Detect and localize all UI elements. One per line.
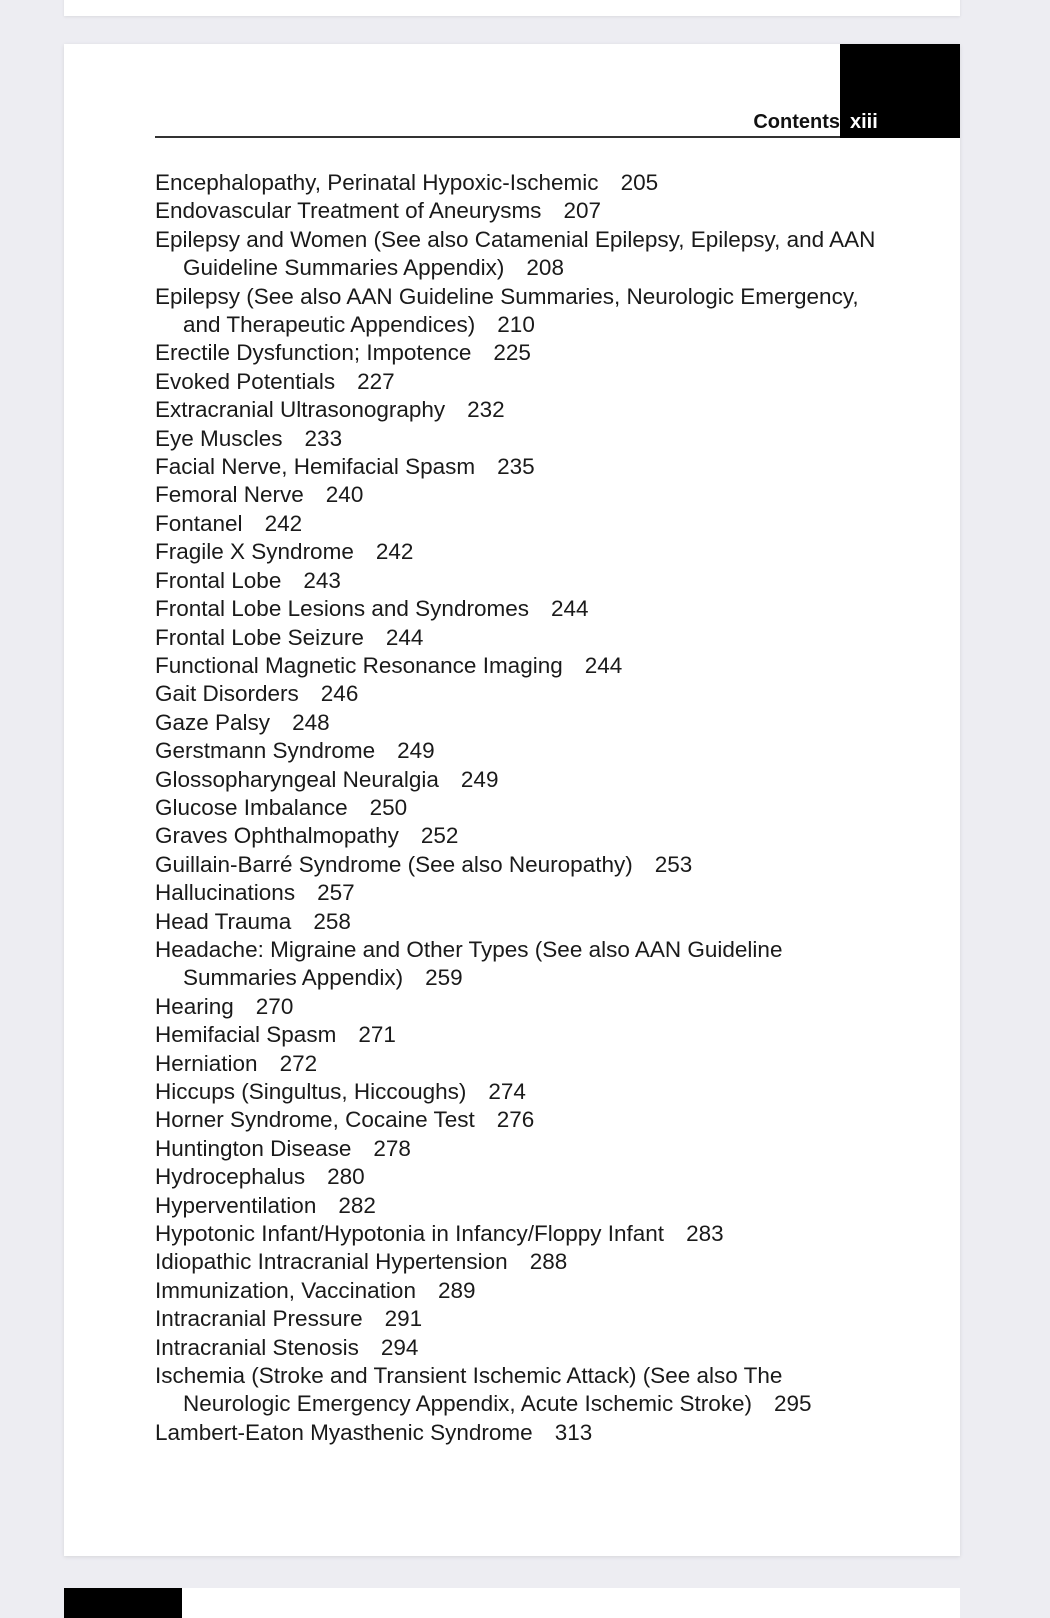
entry-page-number: 250 [369, 794, 408, 820]
entry-page-number: 253 [654, 851, 693, 877]
entry-page-number: 274 [488, 1079, 526, 1104]
contents-entry [155, 1305, 895, 1333]
entry-page-number: 233 [304, 425, 343, 451]
entry-page-number: 280 [327, 1164, 365, 1190]
entry-title: Fontanel [155, 510, 243, 536]
contents-entry [155, 1163, 895, 1191]
entry-title: Intracranial Stenosis [155, 1334, 359, 1360]
entry-title: Ischemia (Stroke and Transient Ischemic Attack) (See also The Neurologic Emergency Appendix, Acute Ischemic Stroke) [155, 1363, 783, 1417]
entry-page-number: 270 [255, 993, 294, 1019]
entry-title: Endovascular Treatment of Aneurysms [155, 198, 542, 224]
contents-entry [155, 1106, 895, 1134]
entry-title: Frontal Lobe Lesions and Syndromes [155, 596, 529, 622]
entry-title: Fragile X Syndrome [155, 539, 354, 565]
entry-page-number: 244 [385, 624, 424, 650]
contents-entry [155, 1419, 895, 1447]
next-page-edge [64, 1588, 960, 1618]
contents-entry [155, 481, 895, 509]
entry-page-number: 252 [420, 823, 459, 849]
contents-entry [155, 794, 895, 822]
contents-entry [155, 908, 895, 936]
contents-entry [155, 197, 895, 225]
contents-entry [155, 1050, 895, 1078]
contents-list [155, 169, 895, 1447]
entry-page-number: 295 [774, 1391, 812, 1417]
entry-title: Intracranial Pressure [155, 1306, 363, 1332]
contents-entry [155, 851, 895, 879]
entry-title: Functional Magnetic Resonance Imaging [155, 652, 563, 678]
entry-page-number: 258 [313, 908, 351, 934]
contents-entry [155, 538, 895, 566]
running-head-section: Contents [753, 111, 840, 133]
entry-page-number: 207 [563, 198, 601, 224]
entry-title: Gerstmann Syndrome [155, 738, 376, 764]
entry-page-number: 257 [317, 880, 355, 906]
contents-entry [155, 510, 895, 538]
contents-entry [155, 1192, 895, 1220]
entry-page-number: 240 [325, 482, 364, 508]
entry-title: Hyperventilation [155, 1192, 317, 1218]
contents-entry [155, 680, 895, 708]
entry-title: Femoral Nerve [155, 482, 304, 508]
contents-entry [155, 652, 895, 680]
entry-page-number: 244 [550, 596, 589, 622]
entry-page-number: 244 [584, 652, 623, 678]
entry-title: Encephalopathy, Perinatal Hypoxic-Ischemic [155, 170, 599, 195]
entry-title: Herniation [155, 1050, 258, 1076]
entry-title: Hypotonic Infant/Hypotonia in Infancy/Floppy Infant [155, 1221, 665, 1247]
contents-entry [155, 425, 895, 453]
contents-entry [155, 595, 895, 623]
entry-title: Headache: Migraine and Other Types (See also AAN Guideline Summaries Appendix) [155, 936, 783, 991]
contents-entry [155, 1277, 895, 1305]
entry-page-number: 249 [460, 766, 499, 792]
entry-page-number: 243 [303, 567, 341, 593]
entry-title: Frontal Lobe [155, 567, 282, 593]
entry-title: Eye Muscles [155, 425, 283, 451]
entry-page-number: 205 [620, 170, 659, 195]
entry-page-number: 289 [437, 1277, 476, 1303]
entry-title: Facial Nerve, Hemifacial Spasm [155, 454, 476, 480]
contents-entry [155, 822, 895, 850]
contents-entry [155, 339, 895, 367]
contents-entry [155, 1220, 895, 1248]
entry-title: Glucose Imbalance [155, 794, 348, 820]
contents-entry [155, 1021, 895, 1049]
contents-entry [155, 1078, 895, 1106]
contents-entry [155, 226, 895, 283]
entry-title: Lambert-Eaton Myasthenic Syndrome [155, 1419, 533, 1445]
entry-title: Graves Ophthalmopathy [155, 823, 399, 849]
entry-title: Extracranial Ultrasonography [155, 397, 446, 423]
entry-title: Hearing [155, 993, 234, 1019]
entry-title: Hallucinations [155, 880, 296, 906]
entry-page-number: 291 [384, 1306, 423, 1332]
entry-page-number: 282 [338, 1192, 376, 1218]
entry-title: Epilepsy (See also AAN Guideline Summaries, Neurologic Emergency, and Therapeutic Appendices) [155, 283, 859, 338]
entry-title: Erectile Dysfunction; Impotence [155, 340, 472, 366]
entry-title: Immunization, Vaccination [155, 1277, 416, 1303]
contents-entry [155, 1362, 895, 1419]
entry-page-number: 259 [425, 965, 463, 991]
contents-entry [155, 624, 895, 652]
entry-title: Gaze Palsy [155, 709, 271, 735]
entry-title: Hiccups (Singultus, Hiccoughs) [155, 1079, 467, 1104]
entry-title: Horner Syndrome, Cocaine Test [155, 1107, 475, 1133]
contents-entry [155, 993, 895, 1021]
entry-title: Hemifacial Spasm [155, 1022, 337, 1048]
contents-entry [155, 879, 895, 907]
entry-page-number: 210 [497, 312, 535, 338]
entry-page-number: 242 [264, 510, 303, 536]
entry-page-number: 313 [554, 1419, 593, 1445]
running-head [753, 109, 960, 135]
entry-page-number: 271 [358, 1022, 396, 1048]
entry-page-number: 248 [292, 709, 330, 735]
entry-title: Frontal Lobe Seizure [155, 624, 364, 650]
entry-title: Hydrocephalus [155, 1164, 306, 1190]
contents-entry [155, 737, 895, 765]
entry-title: Guillain-Barré Syndrome (See also Neuropathy) [155, 851, 633, 877]
contents-entry [155, 766, 895, 794]
contents-entry [155, 1135, 895, 1163]
entry-page-number: 272 [279, 1050, 318, 1076]
contents-entry [155, 936, 895, 993]
contents-entry [155, 1334, 895, 1362]
entry-page-number: 283 [686, 1221, 724, 1247]
contents-entry [155, 169, 895, 197]
header-rule [155, 136, 840, 138]
entry-title: Head Trauma [155, 908, 292, 934]
entry-title: Huntington Disease [155, 1135, 352, 1161]
entry-page-number: 246 [320, 681, 359, 707]
contents-entry [155, 368, 895, 396]
entry-page-number: 227 [357, 368, 395, 394]
document-page [64, 44, 960, 1556]
entry-page-number: 225 [493, 340, 531, 366]
entry-page-number: 235 [497, 454, 535, 480]
entry-title: Glossopharyngeal Neuralgia [155, 766, 439, 792]
entry-page-number: 242 [375, 539, 414, 565]
entry-page-number: 232 [467, 397, 505, 423]
next-page-thumb-tab [64, 1588, 182, 1618]
entry-page-number: 249 [397, 738, 435, 764]
running-head-page-number: xiii [850, 111, 878, 133]
entry-page-number: 276 [496, 1107, 535, 1133]
entry-title: Idiopathic Intracranial Hypertension [155, 1249, 508, 1275]
entry-title: Epilepsy and Women (See also Catamenial Epilepsy, Epilepsy, and AAN Guideline Summaries Appendix) [155, 226, 876, 281]
entry-page-number: 288 [529, 1249, 568, 1275]
entry-title: Evoked Potentials [155, 368, 336, 394]
contents-entry [155, 709, 895, 737]
entry-page-number: 294 [380, 1334, 419, 1360]
entry-page-number: 208 [526, 255, 564, 281]
contents-entry [155, 1248, 895, 1276]
contents-entry [155, 396, 895, 424]
previous-page-edge [64, 0, 960, 16]
contents-entry [155, 453, 895, 481]
contents-entry [155, 567, 895, 595]
entry-title: Gait Disorders [155, 681, 299, 707]
contents-entry [155, 283, 895, 340]
entry-page-number: 278 [373, 1135, 411, 1161]
